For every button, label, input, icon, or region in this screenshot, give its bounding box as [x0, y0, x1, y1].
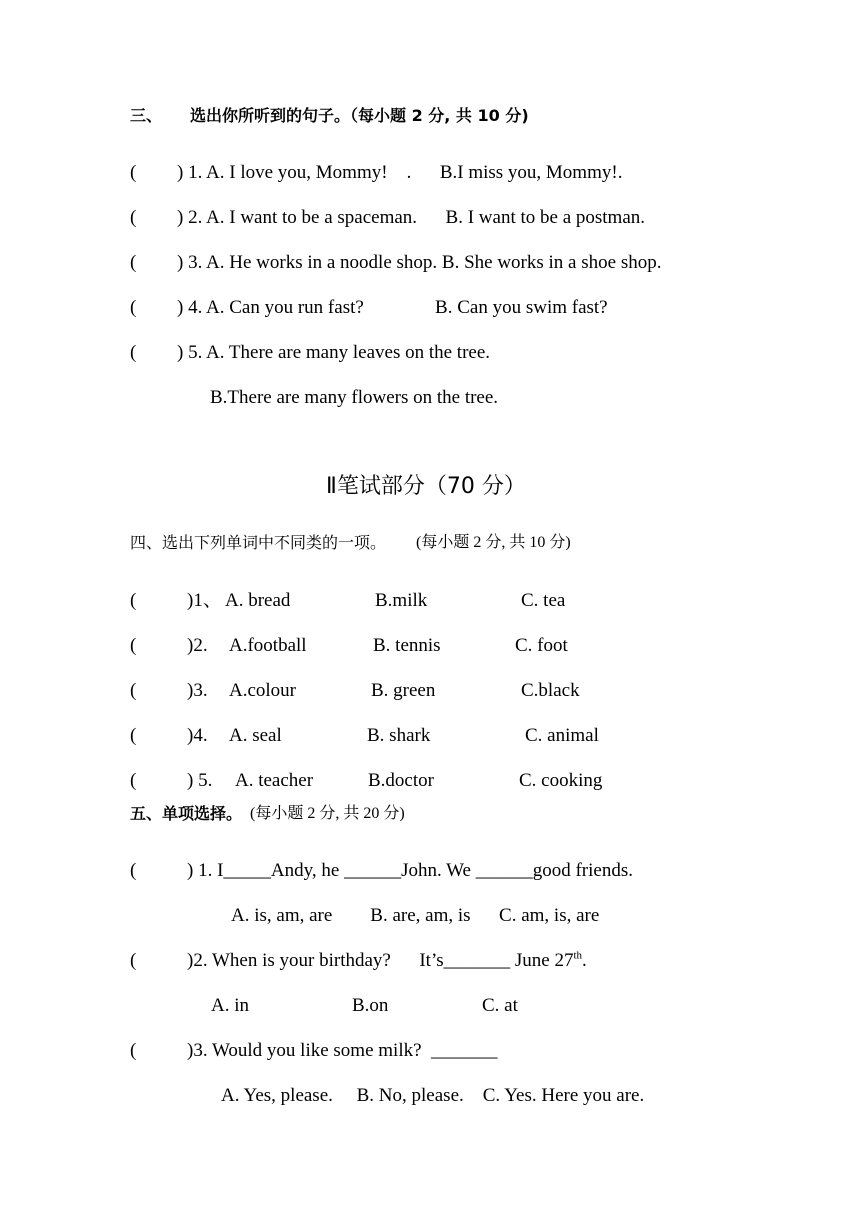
- s5-q2-option-a: A. in: [211, 995, 249, 1016]
- s3-q2-bracket: (: [130, 207, 137, 228]
- s4-q4-num: )4.: [187, 725, 208, 746]
- s4-q2-option-c: C. foot: [515, 635, 568, 656]
- s4-q2-option-a: A.football: [229, 635, 307, 656]
- section4-score: (每小题 2 分, 共 10 分): [416, 534, 571, 551]
- section3-number: 三、: [130, 106, 163, 125]
- section5-title: 五、单项选择。: [130, 804, 243, 823]
- s4-q5-option-b: B.doctor: [368, 770, 434, 791]
- s5-q2-option-c: C. at: [482, 995, 518, 1016]
- s3-q4-text: ) 4. A. Can you run fast? B. Can you swim fast?: [177, 297, 608, 318]
- s4-q4-option-b: B. shark: [367, 725, 431, 746]
- s4-q1-bracket: (: [130, 590, 137, 611]
- part2-title: Ⅱ笔试部分（70 分）: [326, 474, 526, 499]
- s5-q3-text: )3. Would you like some milk? _______: [187, 1040, 498, 1061]
- s3-q5-option-b: B.There are many flowers on the tree.: [210, 387, 499, 408]
- s4-q2-bracket: (: [130, 635, 137, 656]
- s3-q5-bracket: (: [130, 342, 137, 363]
- s3-q1-text: ) 1. A. I love you, Mommy! . B.I miss you, Mommy!.: [177, 162, 623, 183]
- s4-q2-num: )2.: [187, 635, 208, 656]
- s4-q4-option-c: C. animal: [525, 725, 599, 746]
- s3-q1-bracket: (: [130, 162, 137, 183]
- s5-q2-line: [187, 951, 587, 970]
- s4-q4-option-a: A. seal: [229, 725, 282, 746]
- s4-q1-option-a: A. bread: [225, 590, 291, 611]
- s4-q2-option-b: B. tennis: [373, 635, 441, 656]
- s4-q3-option-c: C.black: [521, 680, 580, 701]
- s5-q1-text: ) 1. I_____Andy, he ______John. We ______good friends.: [187, 860, 633, 881]
- s4-q5-bracket: (: [130, 770, 137, 791]
- section5-score: (每小题 2 分, 共 20 分): [250, 805, 405, 822]
- s4-q1-option-b: B.milk: [375, 590, 428, 611]
- s5-q3-bracket: (: [130, 1040, 137, 1061]
- section3-title: 选出你所听到的句子。（每小题 2 分, 共 10 分): [190, 106, 529, 125]
- s4-q3-bracket: (: [130, 680, 137, 701]
- section4-title: 四、选出下列单词中不同类的一项。: [130, 533, 387, 552]
- s4-q1-num: )1、: [187, 590, 222, 611]
- s5-q2-period: .: [582, 950, 587, 971]
- s4-q5-option-a: A. teacher: [235, 770, 314, 791]
- s3-q4-bracket: (: [130, 297, 137, 318]
- s5-q1-options: A. is, am, are B. are, am, is C. am, is, are: [231, 905, 600, 926]
- s4-q5-num: ) 5.: [187, 770, 213, 791]
- s4-q3-num: )3.: [187, 680, 208, 701]
- s3-q3-bracket: (: [130, 252, 137, 273]
- s5-q1-bracket: (: [130, 860, 137, 881]
- s4-q5-option-c: C. cooking: [519, 770, 603, 791]
- s4-q3-option-a: A.colour: [229, 680, 297, 701]
- s3-q5-text: ) 5. A. There are many leaves on the tree.: [177, 342, 491, 363]
- s5-q3-options: A. Yes, please. B. No, please. C. Yes. Here you are.: [221, 1085, 645, 1106]
- s5-q2-text: )2. When is your birthday? It’s_______ June 27: [187, 950, 574, 971]
- s5-q2-superscript: th: [573, 949, 583, 962]
- s3-q3-text: ) 3. A. He works in a noodle shop. B. She works in a shoe shop.: [177, 252, 662, 273]
- s4-q1-option-c: C. tea: [521, 590, 566, 611]
- s3-q2-text: ) 2. A. I want to be a spaceman. B. I want to be a postman.: [177, 207, 646, 228]
- s5-q2-option-b: B.on: [352, 995, 389, 1016]
- s4-q3-option-b: B. green: [371, 680, 436, 701]
- s5-q2-bracket: (: [130, 950, 137, 971]
- s4-q4-bracket: (: [130, 725, 137, 746]
